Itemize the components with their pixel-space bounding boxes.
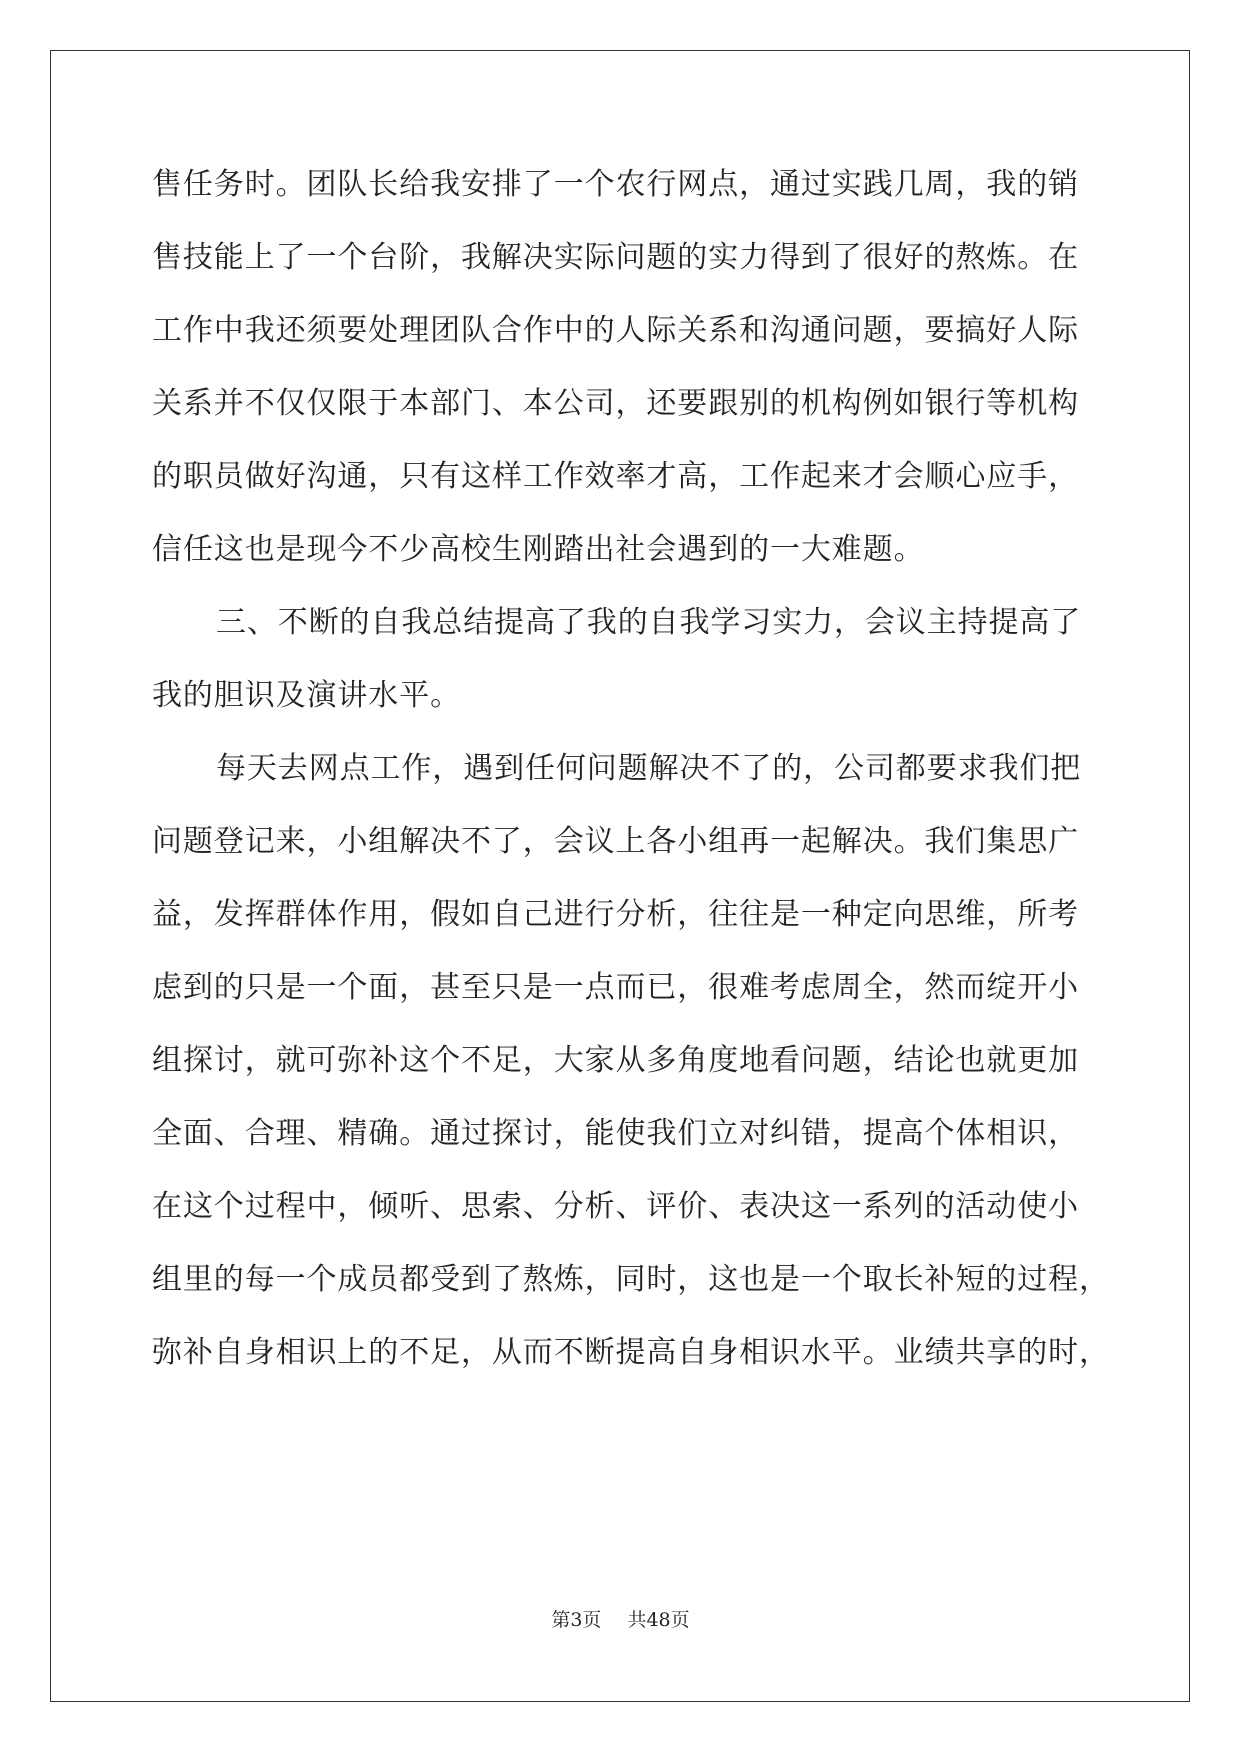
text-line: 弥补自身相识上的不足，从而不断提高自身相识水平。业绩共享的时， (152, 1335, 1110, 1370)
text-line: 售技能上了一个台阶，我解决实际问题的实力得到了很好的熬炼。在 (152, 240, 1079, 275)
page-total: 共48页 (627, 1609, 690, 1631)
text-line: 的职员做好沟通，只有这样工作效率才高，工作起来才会顺心应手， (152, 459, 1079, 494)
page-number: 第3页 (551, 1609, 602, 1631)
text-line: 工作中我还须要处理团队合作中的人际关系和沟通问题，要搞好人际 (152, 313, 1079, 348)
text-line: 每天去网点工作，遇到任何问题解决不了的，公司都要求我们把 (216, 751, 1082, 786)
text-line: 组探讨，就可弥补这个不足，大家从多角度地看问题，结论也就更加 (152, 1043, 1079, 1078)
text-line: 全面、合理、精确。通过探讨，能使我们立对纠错，提高个体相识， (152, 1116, 1079, 1151)
text-line: 信任这也是现今不少高校生刚踏出社会遇到的一大难题。 (152, 532, 925, 567)
text-line: 问题登记来，小组解决不了，会议上各小组再一起解决。我们集思广 (152, 824, 1079, 859)
text-line: 虑到的只是一个面，甚至只是一点而已，很难考虑周全，然而绽开小 (152, 970, 1079, 1005)
text-line: 组里的每一个成员都受到了熬炼，同时，这也是一个取长补短的过程， (152, 1262, 1110, 1297)
text-line: 益，发挥群体作用，假如自己进行分析，往往是一种定向思维，所考 (152, 897, 1079, 932)
page-footer (0, 1608, 1241, 1632)
text-line: 我的胆识及演讲水平。 (152, 678, 461, 713)
text-line: 售任务时。团队长给我安排了一个农行网点，通过实践几周，我的销 (152, 167, 1079, 202)
text-line: 在这个过程中，倾听、思索、分析、评价、表决这一系列的活动使小 (152, 1189, 1079, 1224)
text-line: 关系并不仅仅限于本部门、本公司，还要跟别的机构例如银行等机构 (152, 386, 1079, 421)
text-line: 三、不断的自我总结提高了我的自我学习实力，会议主持提高了 (216, 605, 1082, 640)
page-border (50, 50, 1190, 1702)
